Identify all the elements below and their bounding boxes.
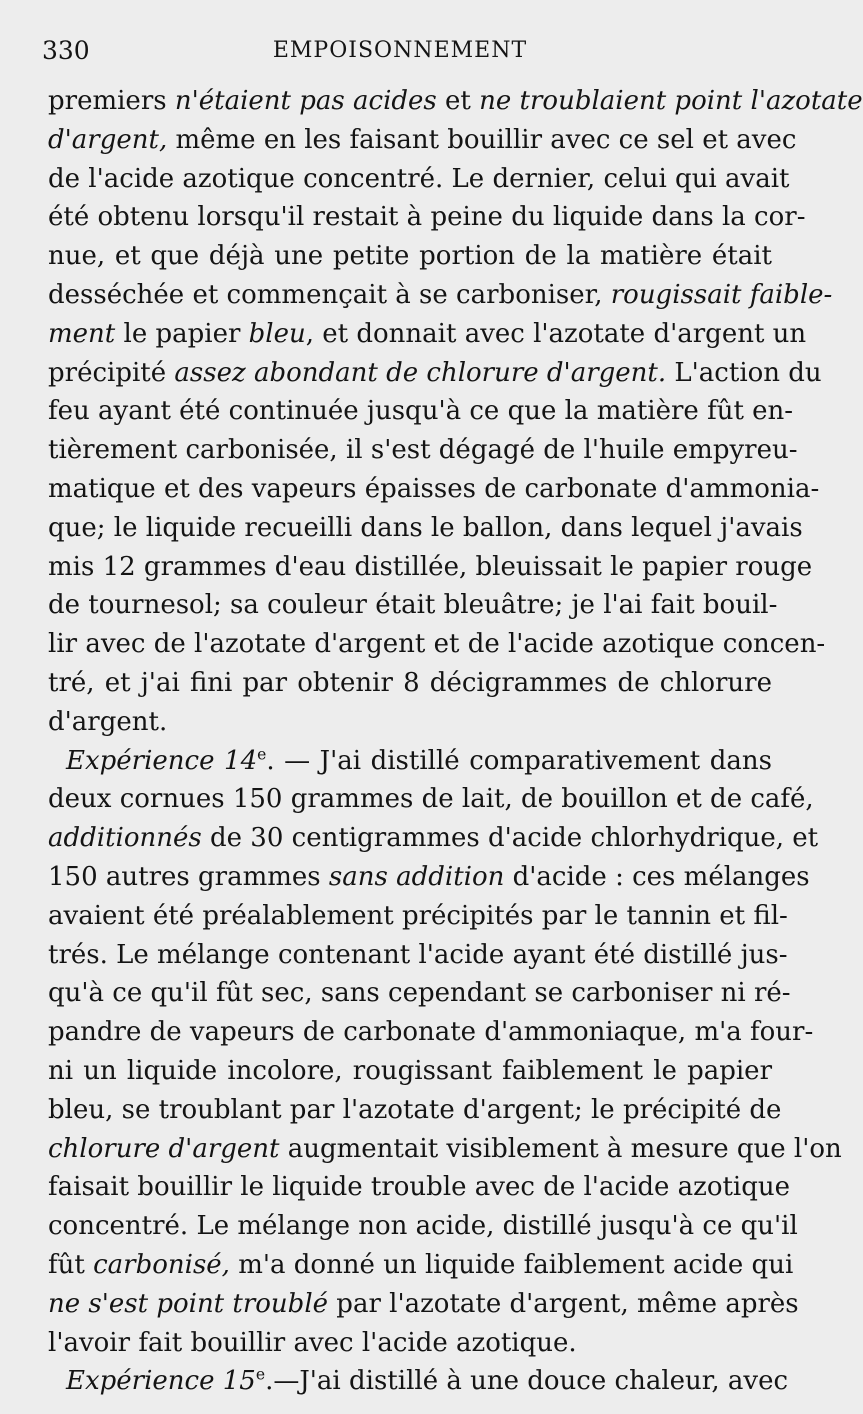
text-run: faisait bouillir le liquide trouble avec de l'acide azotique — [48, 1172, 791, 1203]
text-line — [48, 1013, 814, 1052]
italic-text: assez abondant de chlorure d'argent. — [174, 357, 667, 388]
text-line — [48, 742, 772, 781]
text-run: par l'azotate d'argent, même après — [328, 1288, 799, 1319]
text-run: précipité — [48, 357, 175, 388]
text-run: de l'acide azotique concentré. Le dernier, celui qui avait — [48, 163, 790, 194]
text-line — [48, 470, 820, 509]
text-run: qu'à ce qu'il fût sec, sans cependant se carboniser ni ré- — [48, 978, 791, 1009]
text-line — [48, 1168, 791, 1207]
text-run: d'argent. — [48, 706, 168, 737]
text-run: concentré. Le mélange non acide, distillé jusqu'à ce qu'il — [48, 1211, 798, 1242]
text-run: le papier — [115, 318, 249, 349]
text-run: d'acide : ces mélanges — [504, 861, 810, 892]
text-line — [48, 1285, 799, 1324]
text-run: mis 12 grammes d'eau distillée, bleuissait le papier rouge — [48, 551, 813, 582]
text-run: fût — [48, 1249, 94, 1280]
text-line — [48, 431, 798, 470]
text-run: avaient été préalablement précipités par le tannin et fil- — [48, 900, 788, 931]
italic-text: Expérience 15 — [66, 1366, 256, 1397]
text-line — [48, 237, 772, 276]
text-line — [48, 160, 790, 199]
italic-text: n'étaient pas acides — [174, 86, 437, 116]
text-line — [48, 1246, 794, 1285]
text-line — [48, 1324, 772, 1363]
text-line — [48, 82, 863, 121]
superscript: e — [257, 744, 267, 763]
text-run: tré, et j'ai fini par obtenir 8 décigrammes de chlorure — [48, 667, 772, 698]
text-run: été obtenu lorsqu'il restait à peine du liquide dans la cor- — [48, 202, 806, 233]
text-run: de tournesol; sa couleur était bleuâtre; je l'ai fait bouil- — [48, 590, 778, 621]
text-run: .—J'ai distillé à une douce chaleur, avec — [265, 1366, 789, 1397]
text-run: L'action du — [666, 357, 822, 388]
text-line — [48, 936, 788, 975]
text-run: tièrement carbonisée, il s'est dégagé de l'huile empyreu- — [48, 435, 798, 466]
text-line — [48, 198, 806, 237]
italic-text: rougissait faible- — [610, 279, 833, 310]
text-line — [48, 392, 794, 431]
text-line — [48, 1052, 772, 1091]
text-run: matique et des vapeurs épaisses de carbonate d'ammonia- — [48, 473, 820, 504]
text-line — [48, 354, 822, 393]
text-run: nue, et que déjà une petite portion de la matière était — [48, 241, 772, 272]
text-run: de 30 centigrammes d'acide chlorhydrique, et — [201, 823, 819, 854]
italic-text: d'argent, — [48, 124, 168, 155]
text-line — [48, 897, 788, 936]
text-run: trés. Le mélange contenant l'acide ayant été distillé jus- — [48, 939, 788, 970]
text-run: , et donnait avec l'azotate d'argent un — [305, 318, 807, 349]
text-run: augmentait visiblement à mesure que l'on — [279, 1133, 842, 1164]
italic-text: ne s'est point troublé — [48, 1288, 329, 1319]
text-run: ni un liquide incolore, rougissant faiblement le papier — [48, 1055, 772, 1086]
text-run: premiers — [48, 86, 175, 116]
text-run: que; le liquide recueilli dans le ballon, dans lequel j'avais — [48, 512, 803, 543]
italic-text: carbonisé, — [93, 1249, 230, 1280]
text-line — [48, 780, 814, 819]
text-run: pandre de vapeurs de carbonate d'ammoniaque, m'a four- — [48, 1017, 814, 1048]
text-run: bleu, se troublant par l'azotate d'argent; le précipité de — [48, 1094, 782, 1125]
text-line — [48, 121, 797, 160]
text-run: deux cornues 150 grammes de lait, de bouillon et de café, — [48, 784, 814, 815]
text-line — [48, 1362, 789, 1401]
italic-text: sans addition — [328, 861, 505, 892]
text-line — [48, 703, 772, 742]
text-run: l'avoir fait bouillir avec l'acide azotique. — [48, 1327, 577, 1358]
text-line — [48, 625, 826, 664]
text-run: 150 autres grammes — [48, 861, 329, 892]
text-run: même en les faisant bouillir avec ce sel et avec — [167, 124, 797, 155]
italic-text: chlorure d'argent — [48, 1133, 280, 1164]
italic-text: Expérience 14 — [66, 745, 258, 776]
text-line — [48, 276, 833, 315]
text-line — [48, 819, 819, 858]
body-text — [48, 82, 863, 1401]
running-head: EMPOISONNEMENT — [272, 38, 528, 63]
text-line — [48, 315, 807, 354]
italic-text: additionnés — [48, 823, 202, 854]
italic-text: ment — [48, 318, 116, 349]
page-number: 330 — [42, 36, 90, 65]
text-line — [48, 664, 772, 703]
text-run: . — J'ai distillé comparativement dans — [266, 745, 772, 776]
text-line — [48, 586, 778, 625]
text-line — [48, 974, 791, 1013]
text-run: desséchée et commençait à se carboniser, — [48, 279, 611, 310]
text-run: feu ayant été continuée jusqu'à ce que la matière fût en- — [48, 396, 794, 427]
superscript: e — [255, 1365, 266, 1384]
text-line — [48, 548, 813, 587]
italic-text: ne troublaient point l'azotate — [479, 86, 863, 116]
text-line — [48, 1130, 842, 1169]
text-line — [48, 858, 810, 897]
text-run: m'a donné un liquide faiblement acide qui — [229, 1249, 794, 1280]
text-run: lir avec de l'azotate d'argent et de l'acide azotique concen- — [48, 629, 826, 660]
text-line — [48, 1091, 782, 1130]
text-line — [48, 1207, 798, 1246]
text-run: et — [436, 86, 480, 116]
italic-text: bleu — [248, 318, 306, 349]
text-line — [48, 509, 803, 548]
